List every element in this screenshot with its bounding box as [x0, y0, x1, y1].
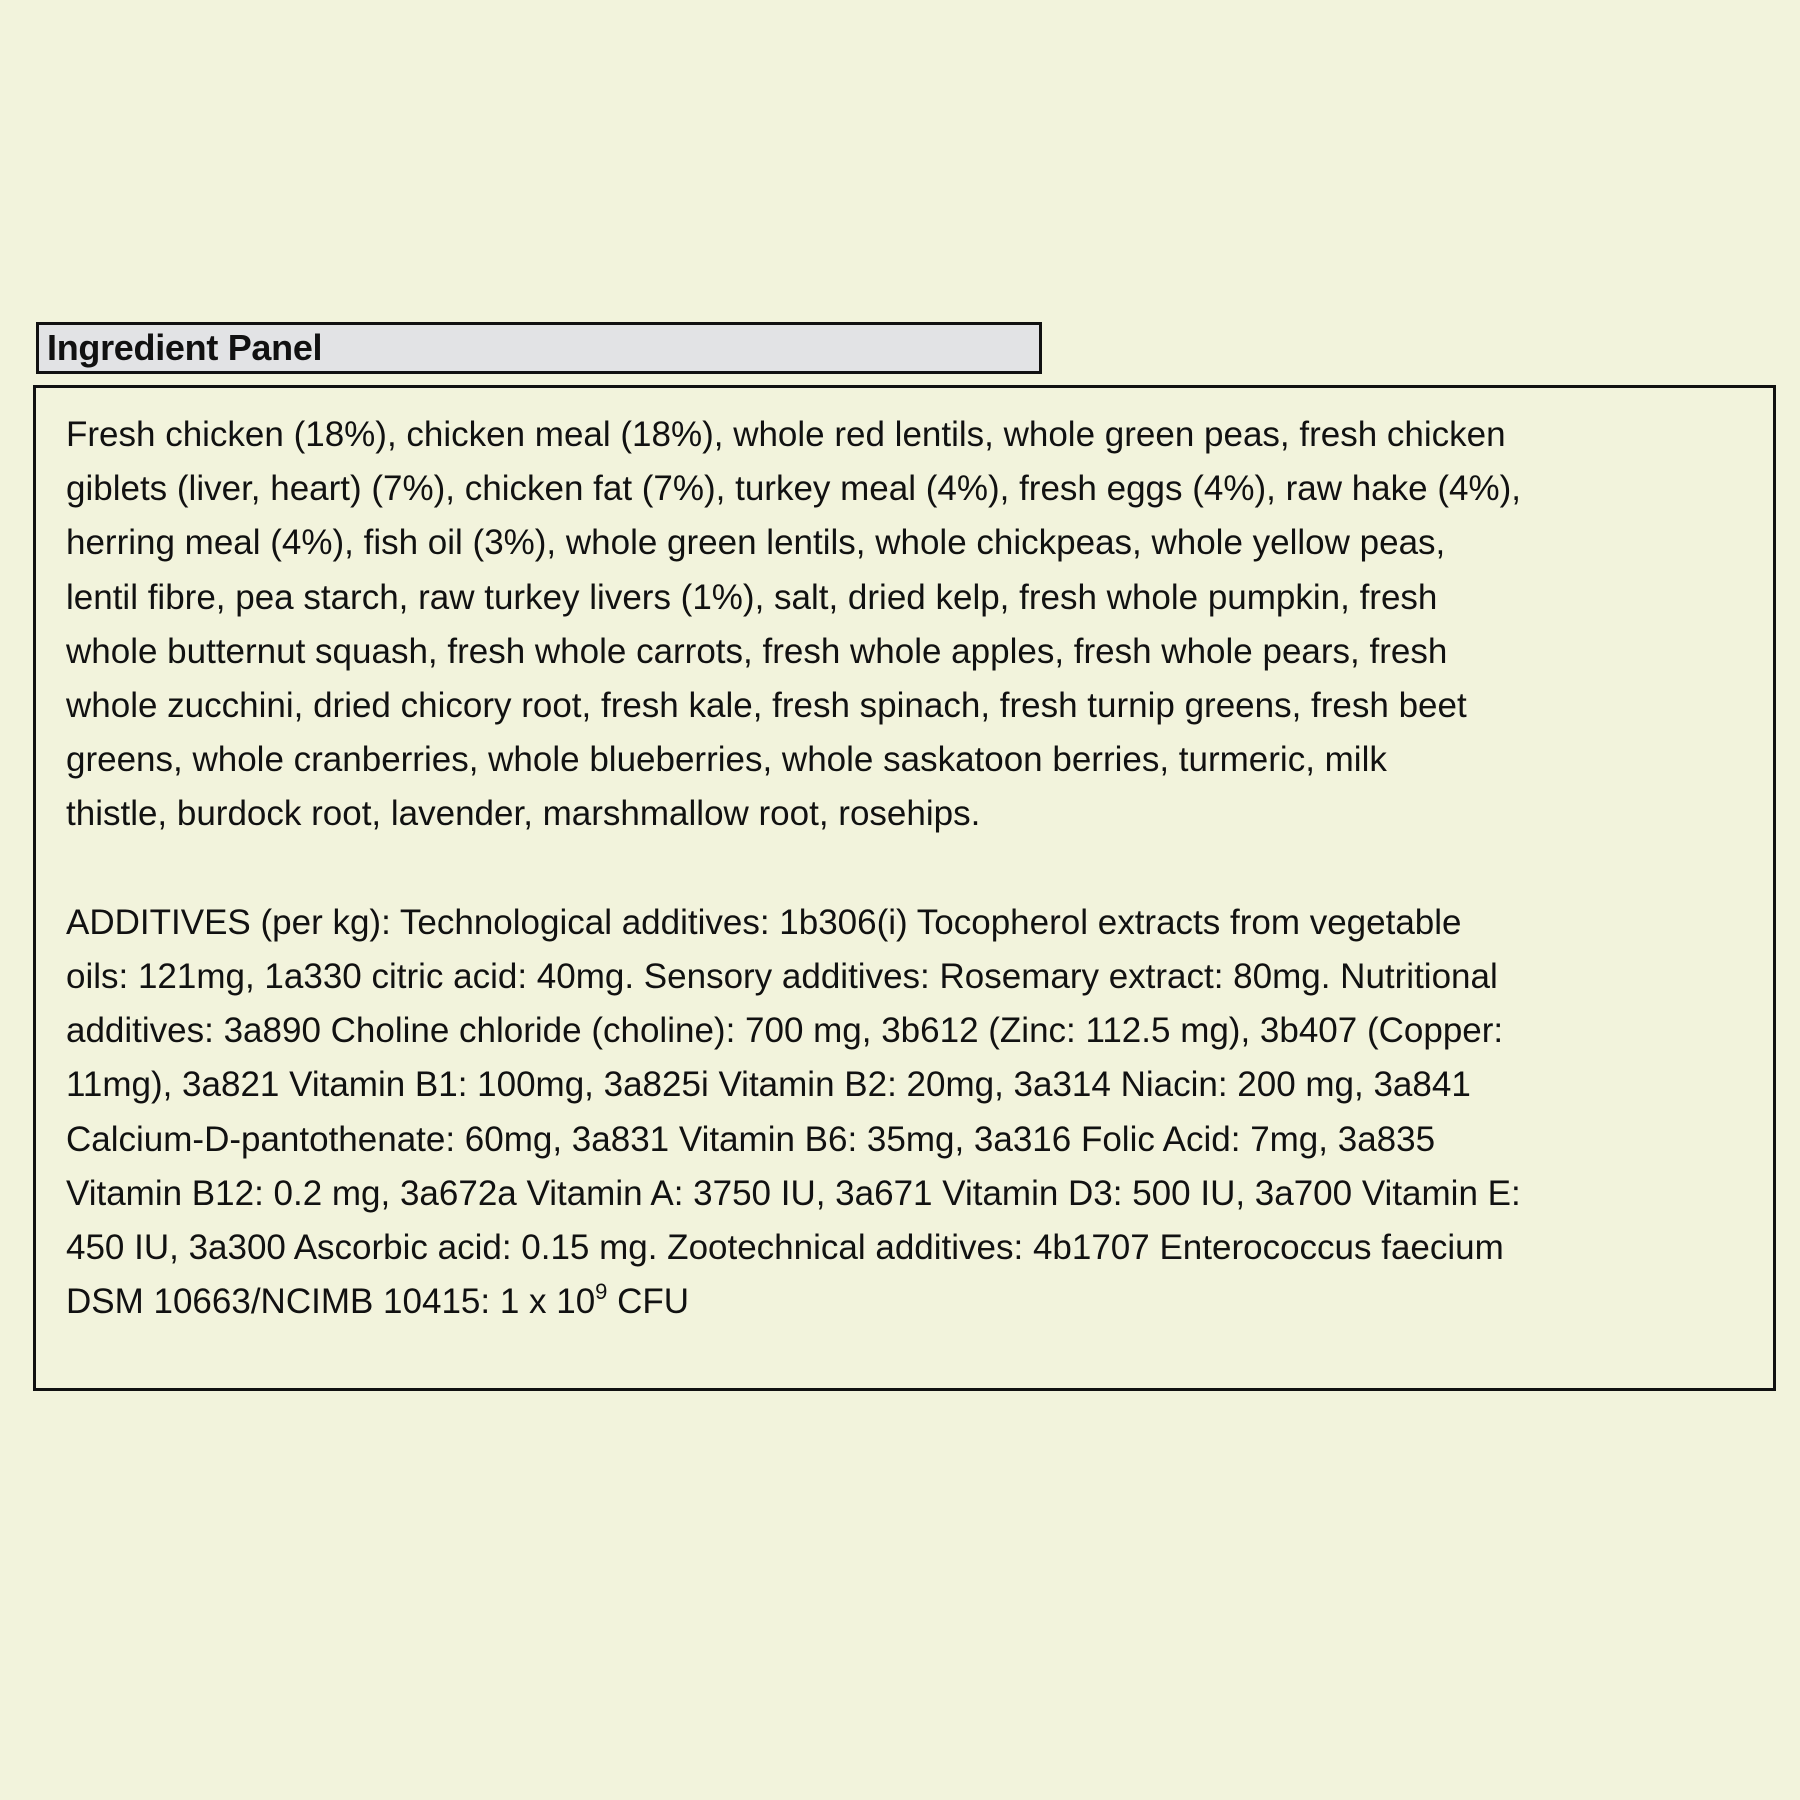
- ingredients-line: whole zucchini, dried chicory root, fresh kale, fresh spinach, fresh turnip greens, fresh beet: [66, 686, 1467, 726]
- additives-line: 11mg), 3a821 Vitamin B1: 100mg, 3a825i Vitamin B2: 20mg, 3a314 Niacin: 200 mg, 3a841: [66, 1065, 1471, 1105]
- exponent-superscript: 9: [595, 1279, 608, 1305]
- additives-last-line: [66, 1275, 1743, 1329]
- additives-last-line-text: DSM 10663/NCIMB 10415: 1 x 10: [66, 1282, 596, 1322]
- panel-header: [36, 322, 1042, 374]
- ingredients-paragraph: [66, 408, 1743, 842]
- paragraph-spacer: [66, 842, 1743, 896]
- additives-line: Vitamin B12: 0.2 mg, 3a672a Vitamin A: 3750 IU, 3a671 Vitamin D3: 500 IU, 3a700 Vitamin E:: [66, 1173, 1521, 1213]
- panel-body: [33, 385, 1776, 1391]
- additives-line: oils: 121mg, 1a330 citric acid: 40mg. Sensory additives: Rosemary extract: 80mg. Nutritional: [66, 957, 1498, 997]
- additives-last-line-unit: CFU: [607, 1282, 690, 1322]
- ingredients-line: greens, whole cranberries, whole blueberries, whole saskatoon berries, turmeric, milk: [66, 740, 1387, 780]
- panel-title: Ingredient Panel: [47, 327, 323, 368]
- ingredients-line: lentil fibre, pea starch, raw turkey livers (1%), salt, dried kelp, fresh whole pumpkin, fresh: [66, 577, 1438, 617]
- ingredients-line: thistle, burdock root, lavender, marshmallow root, rosehips.: [66, 794, 981, 834]
- ingredients-line: giblets (liver, heart) (7%), chicken fat (7%), turkey meal (4%), fresh eggs (4%), raw hake (4%),: [66, 469, 1521, 509]
- ingredients-line: whole butternut squash, fresh whole carrots, fresh whole apples, fresh whole pears, fresh: [66, 631, 1448, 671]
- additives-line: 450 IU, 3a300 Ascorbic acid: 0.15 mg. Zootechnical additives: 4b1707 Enterococcus faecium: [66, 1228, 1504, 1268]
- ingredients-line: herring meal (4%), fish oil (3%), whole green lentils, whole chickpeas, whole yellow peas,: [66, 523, 1446, 563]
- ingredients-line: Fresh chicken (18%), chicken meal (18%), whole red lentils, whole green peas, fresh chicken: [66, 415, 1506, 454]
- additives-paragraph: [66, 896, 1743, 1330]
- additives-line: additives: 3a890 Choline chloride (choline): 700 mg, 3b612 (Zinc: 112.5 mg), 3b407 (Copper:: [66, 1011, 1504, 1051]
- additives-line: Calcium-D-pantothenate: 60mg, 3a831 Vitamin B6: 35mg, 3a316 Folic Acid: 7mg, 3a835: [66, 1119, 1436, 1159]
- additives-line: ADDITIVES (per kg): Technological additives: 1b306(i) Tocopherol extracts from vegetable: [66, 902, 1462, 942]
